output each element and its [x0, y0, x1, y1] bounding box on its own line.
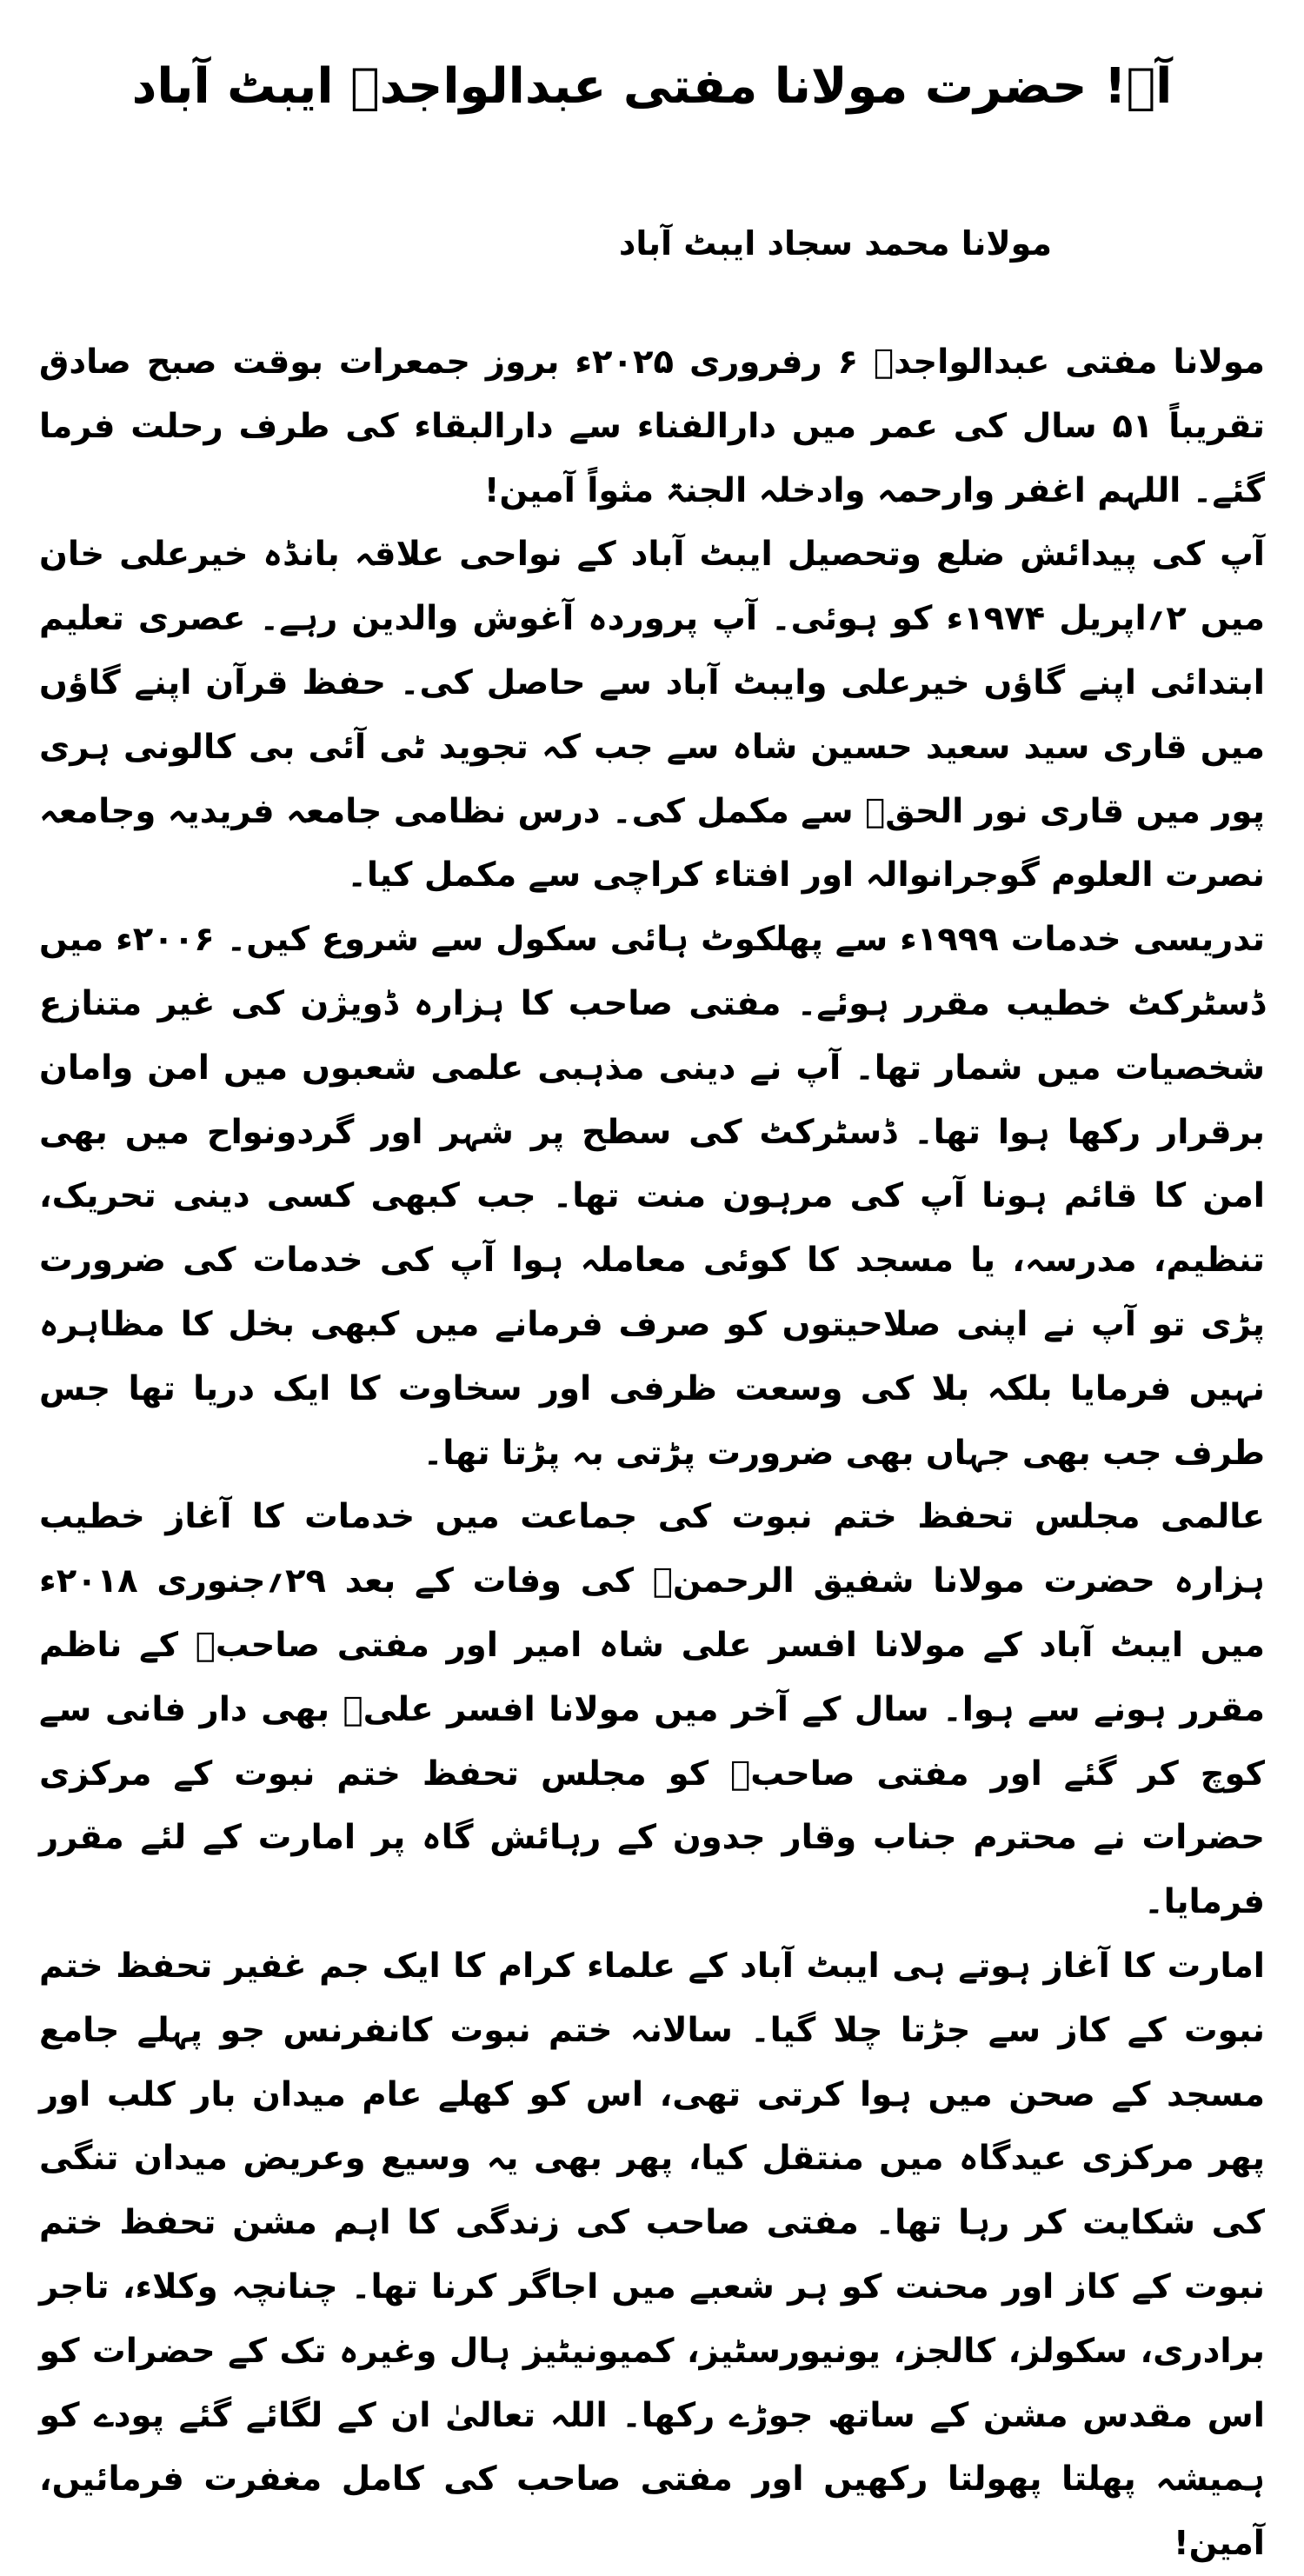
paragraph-teaching-services: تدریسی خدمات ۱۹۹۹ء سے پھلکوٹ ہائی سکول سے شروع کیں۔ ۲۰۰۶ء میں ڈسٹرکٹ خطیب مقرر ہوئے۔ مفتی صاحب کا ہزارہ ڈویژن کی غیر متنازع شخصیات میں شمار تھا۔ آپ نے دینی مذہبی علمی شعبوں میں امن وامان برقرار رکھا ہوا تھا۔ ڈسٹرکٹ کی سطح پر شہر اور گردونواح میں بھی امن کا قائم ہونا آپ کی مرہون منت تھا۔ جب کبھی کسی دینی تحریک، تنظیم، مدرسہ، یا مسجد کا کوئی معاملہ ہوا آپ کی خدمات کی ضرورت پڑی تو آپ نے اپنی صلاحیتوں کو صرف فرمانے میں کبھی بخل کا مظاہرہ نہیں فرمایا بلکہ بلا کی وسعت ظرفی اور سخاوت کا ایک دریا تھا جس طرف جب بھی جہاں بھی ضرورت پڑتی بہ پڑتا تھا۔: [39, 920, 1266, 1473]
paragraph-khatm-e-nubuwwat: عالمی مجلس تحفظ ختم نبوت کی جماعت میں خدمات کا آغاز خطیب ہزارہ حضرت مولانا شفیق الرحمنؒ کی وفات کے بعد ۲۹؍جنوری ۲۰۱۸ء میں ایبٹ آباد کے مولانا افسر علی شاہ امیر اور مفتی صاحبؒ کے ناظم مقرر ہونے سے ہوا۔ سال کے آخر میں مولانا افسر علیؒ بھی دار فانی سے کوچ کر گئے اور مفتی صاحبؒ کو مجلس تحفظ ختم نبوت کے مرکزی حضرات نے محترم جناب وقار جدون کے رہائش گاہ پر امارت کے لئے مقرر فرمایا۔: [39, 1497, 1265, 1922]
author-byline: مولانا محمد سجاد ایبٹ آباد: [618, 224, 1052, 263]
paragraph-death-notice: مولانا مفتی عبدالواجدؒ ۶ رفروری ۲۰۲۵ء بروز جمعرات بوقت صبح صادق تقریباً ۵۱ سال کی عمر میں دارالفناء سے دارالبقاء کی طرف رحلت فرما گئے۔ اللہم اغفر وارحمہ وادخلہ الجنۃ مثواً آمین!: [39, 343, 1266, 510]
article-title: آہ! حضرت مولانا مفتی عبدالواجدؒ ایبٹ آباد: [131, 58, 1173, 115]
paragraph-leadership: امارت کا آغاز ہوتے ہی ایبٹ آباد کے علماء کرام کا ایک جم غفیر تحفظ ختم نبوت کے کاز سے جڑتا چلا گیا۔ سالانہ ختم نبوت کانفرنس جو پہلے جامع مسجد کے صحن میں ہوا کرتی تھی، اس کو کھلے عام میدان بار کلب اور پھر مرکزی عیدگاہ میں منتقل کیا، پھر بھی یہ وسیع وعریض میدان تنگی کی شکایت کر رہا تھا۔ مفتی صاحب کی زندگی کا اہم مشن تحفظ ختم نبوت کے کاز اور محنت کو ہر شعبے میں اجاگر کرنا تھا۔ چنانچہ وکلاء، تاجر برادری، سکولز، کالجز، یونیورسٹیز، کمیونیٹیز ہال وغیرہ تک کے حضرات کو اس مقدس مشن کے ساتھ جوڑے رکھا۔ اللہ تعالیٰ ان کے لگائے گئے پودے کو ہمیشہ پھلتا پھولتا رکھیں اور مفتی صاحب کی کامل مغفرت فرمائیں، آمین!: [39, 1946, 1265, 2564]
article-body: [39, 330, 1265, 2576]
paragraph-early-life: آپ کی پیدائش ضلع وتحصیل ایبٹ آباد کے نواحی علاقہ بانڈہ خیرعلی خان میں ۲؍اپریل ۱۹۷۴ء کو ہوئی۔ آپ پروردہ آغوش والدین رہے۔ عصری تعلیم ابتدائی اپنے گاؤں خیرعلی وایبٹ آباد سے حاصل کی۔ حفظ قرآن اپنے گاؤں میں قاری سید سعید حسین شاہ سے جب کہ تجوید ٹی آئی بی کالونی ہری پور میں قاری نور الحقؒ سے مکمل کی۔ درس نظامی جامعہ فریدیہ وجامعہ نصرت العلوم گوجرانوالہ اور افتاء کراچی سے مکمل کیا۔: [39, 535, 1266, 895]
